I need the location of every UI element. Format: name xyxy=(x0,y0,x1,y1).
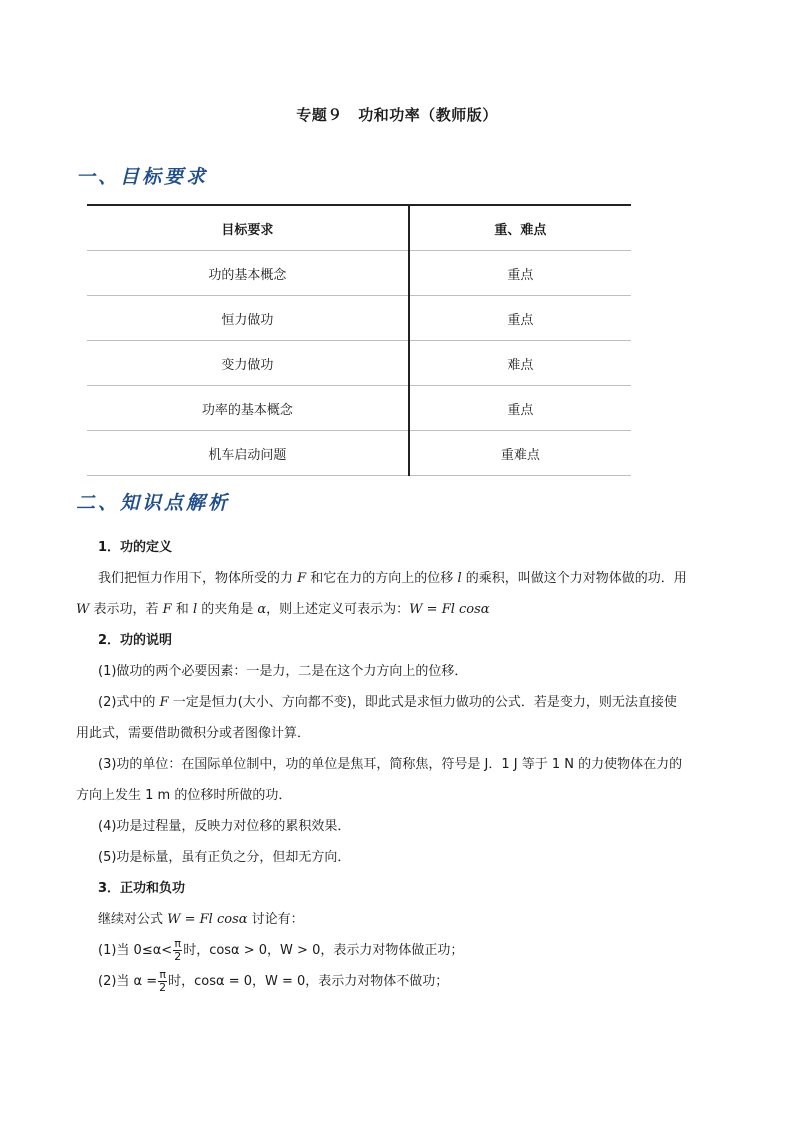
fraction-numerator: π xyxy=(174,937,181,950)
text: 一定是恒力(大小、方向都不变)，即此式是求恒力做功的公式．若是变力，则无法直接使 xyxy=(168,695,677,710)
text: (2)式中的 xyxy=(98,695,160,710)
subheading-work-notes: 2．功的说明 xyxy=(98,633,173,648)
table-cell: 重难点 xyxy=(409,431,631,476)
note-item-1: (1)做功的两个必要因素：一是力，二是在这个力方向上的位移． xyxy=(98,664,468,679)
text: 和 xyxy=(171,602,193,617)
discussion-intro xyxy=(98,904,722,935)
subheading-positive-negative-work: 3．正功和负功 xyxy=(98,881,186,896)
table-cell: 重点 xyxy=(409,296,631,341)
text: 继续对公式 xyxy=(98,912,168,927)
table-cell: 变力做功 xyxy=(87,341,409,386)
section-heading-goals: 一、目标要求 xyxy=(76,166,209,188)
text: 时，cosα > 0，W > 0，表示力对物体做正功； xyxy=(183,943,464,958)
text: 的乘积，叫做这个力对物体做的功．用 xyxy=(461,571,687,586)
symbol-l: l xyxy=(457,571,462,586)
note-item-3-cont: 方向上发生 1 m 的位移时所做的功． xyxy=(76,788,292,803)
fraction-denominator: 2 xyxy=(159,981,167,994)
paragraph-definition-cont xyxy=(76,594,722,625)
table-row xyxy=(87,251,631,296)
symbol-l: l xyxy=(192,602,198,617)
symbol-alpha: α xyxy=(257,602,267,617)
table-cell: 功的基本概念 xyxy=(87,251,409,296)
case-1 xyxy=(98,935,722,966)
text: 讨论有： xyxy=(247,912,304,927)
goals-table xyxy=(87,204,631,476)
table-cell: 重点 xyxy=(409,251,631,296)
table-row xyxy=(87,341,631,386)
paragraph-definition xyxy=(98,563,722,594)
symbol-f: F xyxy=(297,571,307,586)
page-title: 专题９ 功和功率（教师版） xyxy=(296,106,498,124)
fraction-denominator: 2 xyxy=(174,950,182,963)
table-cell: 恒力做功 xyxy=(87,296,409,341)
work-formula: W = Fl cosα xyxy=(409,602,490,617)
table-cell: 重点 xyxy=(409,386,631,431)
section-heading-knowledge: 二、知识点解析 xyxy=(76,492,231,514)
text: ，则上述定义可表示为： xyxy=(266,602,410,617)
symbol-f: F xyxy=(162,602,172,617)
table-cell: 机车启动问题 xyxy=(87,431,409,476)
note-item-4: (4)功是过程量，反映力对位移的累积效果． xyxy=(98,819,351,834)
table-header-row xyxy=(87,205,631,251)
note-item-2-cont: 用此式，需要借助微积分或者图像计算． xyxy=(76,726,311,741)
table-row xyxy=(87,296,631,341)
table-header-cell: 目标要求 xyxy=(87,205,409,251)
text: 我们把恒力作用下，物体所受的力 xyxy=(98,571,298,586)
table-cell: 功率的基本概念 xyxy=(87,386,409,431)
fraction-numerator: π xyxy=(159,968,166,981)
note-item-3: (3)功的单位：在国际单位制中，功的单位是焦耳，简称焦，符号是 J．1 J 等于 1 N 的力使物体在力的 xyxy=(98,757,683,772)
fraction-pi-over-2 xyxy=(158,969,167,994)
fraction-pi-over-2 xyxy=(173,938,182,963)
table-row xyxy=(87,386,631,431)
table-cell: 难点 xyxy=(409,341,631,386)
note-item-2 xyxy=(98,687,722,718)
symbol-f: F xyxy=(159,695,169,710)
work-formula: W = Fl cosα xyxy=(167,912,248,927)
text: (2)当 α = xyxy=(98,974,158,989)
text: (1)当 0≤α< xyxy=(98,943,173,958)
knowledge-content xyxy=(76,532,722,997)
note-item-5: (5)功是标量，虽有正负之分，但却无方向． xyxy=(98,850,351,865)
text: 表示功，若 xyxy=(89,602,163,617)
subheading-work-definition: 1．功的定义 xyxy=(98,540,173,555)
text: 时，cosα = 0，W = 0，表示力对物体不做功； xyxy=(168,974,449,989)
text: 和它在力的方向上的位移 xyxy=(306,571,458,586)
case-2 xyxy=(98,966,722,997)
table-row xyxy=(87,431,631,476)
table-header-cell: 重、难点 xyxy=(409,205,631,251)
text: 的夹角是 xyxy=(197,602,258,617)
symbol-w: W xyxy=(76,602,90,617)
